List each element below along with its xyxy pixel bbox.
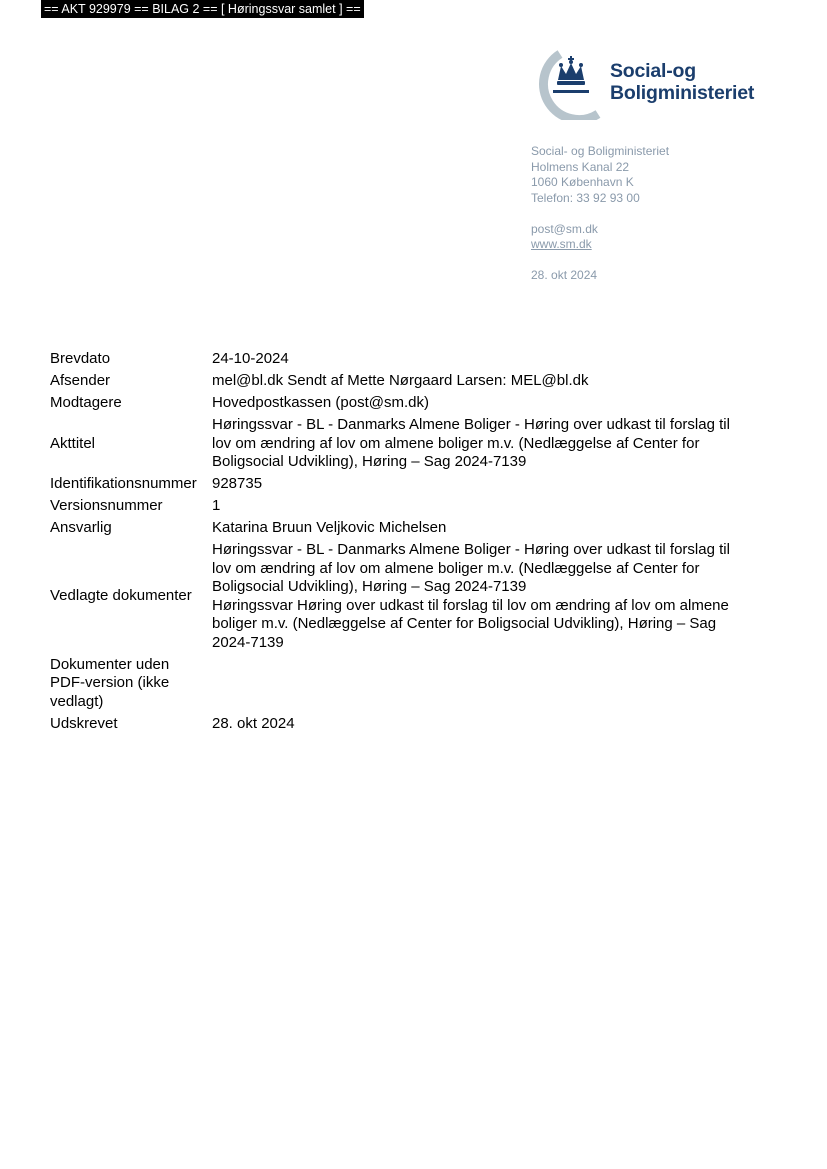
- address-org: Social- og Boligministeriet: [531, 144, 670, 158]
- logo-line-1: Social-og: [610, 60, 696, 82]
- address-street: Holmens Kanal 22: [531, 159, 630, 174]
- metadata-value: 928735: [212, 475, 263, 492]
- metadata-row: [50, 472, 780, 494]
- case-banner: == AKT 929979 == BILAG 2 == [ Høringssvar samlet ] ==: [41, 0, 364, 18]
- address-email[interactable]: post@sm.dk: [531, 221, 598, 236]
- metadata-label: Akttitel: [50, 434, 96, 452]
- metadata-row: [50, 369, 780, 391]
- sender-address: [531, 144, 669, 284]
- metadata-value: Høringssvar - BL - Danmarks Almene Boliger - Høring over udkast til forslag til lov om ændring af lov om almene boliger m.v. (Nedlæggelse af Center for Boligsocial Udvikling), Høring – Sag 2024-7139 Høringssvar Høring over udkast til forslag til lov om ændring af lov om almene boliger m.v. (Nedlæggelse af Center for Boligsocial Udvikling), Høring – Sag 2024-7139: [212, 541, 730, 651]
- logo-line-2: Boligministeriet: [610, 82, 755, 104]
- metadata-row: [50, 516, 780, 538]
- metadata-label: Afsender: [50, 372, 111, 389]
- ministry-logo: [530, 50, 780, 120]
- metadata-value: Katarina Bruun Veljkovic Michelsen: [212, 519, 447, 536]
- metadata-label: Identifikationsnummer: [50, 475, 197, 492]
- metadata-value: Høringssvar - BL - Danmarks Almene Boliger - Høring over udkast til forslag til lov om ændring af lov om almene boliger m.v. (Nedlæggelse af Center for Boligsocial Udvikling), Høring – Sag 2024-7139: [212, 416, 730, 470]
- metadata-value: 28. okt 2024: [212, 714, 295, 732]
- metadata-label: Ansvarlig: [50, 519, 112, 536]
- address-phone: Telefon: 33 92 93 00: [531, 190, 640, 205]
- metadata-value: [212, 652, 780, 711]
- metadata-label: Versionsnummer: [50, 497, 163, 514]
- metadata-label: Brevdato: [50, 350, 111, 367]
- crown-emblem-icon: [530, 50, 610, 120]
- metadata-label: Udskrevet: [50, 714, 118, 732]
- document-metadata-table: [50, 350, 780, 733]
- metadata-row: [50, 413, 780, 472]
- address-city: 1060 København K: [531, 175, 634, 189]
- metadata-row: [50, 494, 780, 516]
- metadata-value: 1: [212, 497, 221, 514]
- metadata-row: [50, 391, 780, 413]
- metadata-label: Dokumenter uden PDF-version (ikke vedlagt): [50, 655, 170, 710]
- metadata-row: [50, 350, 780, 369]
- metadata-value: mel@bl.dk Sendt af Mette Nørgaard Larsen: MEL@bl.dk: [212, 372, 589, 389]
- metadata-row: [50, 652, 780, 711]
- metadata-row: [50, 538, 780, 653]
- address-web-link[interactable]: www.sm.dk: [531, 237, 592, 251]
- metadata-label: Vedlagte dokumenter: [50, 587, 192, 605]
- metadata-row: [50, 711, 780, 733]
- metadata-value: 24-10-2024: [212, 350, 289, 367]
- metadata-label: Modtagere: [50, 394, 122, 411]
- address-date: 28. okt 2024: [531, 268, 598, 282]
- metadata-value: Hovedpostkassen (post@sm.dk): [212, 394, 429, 411]
